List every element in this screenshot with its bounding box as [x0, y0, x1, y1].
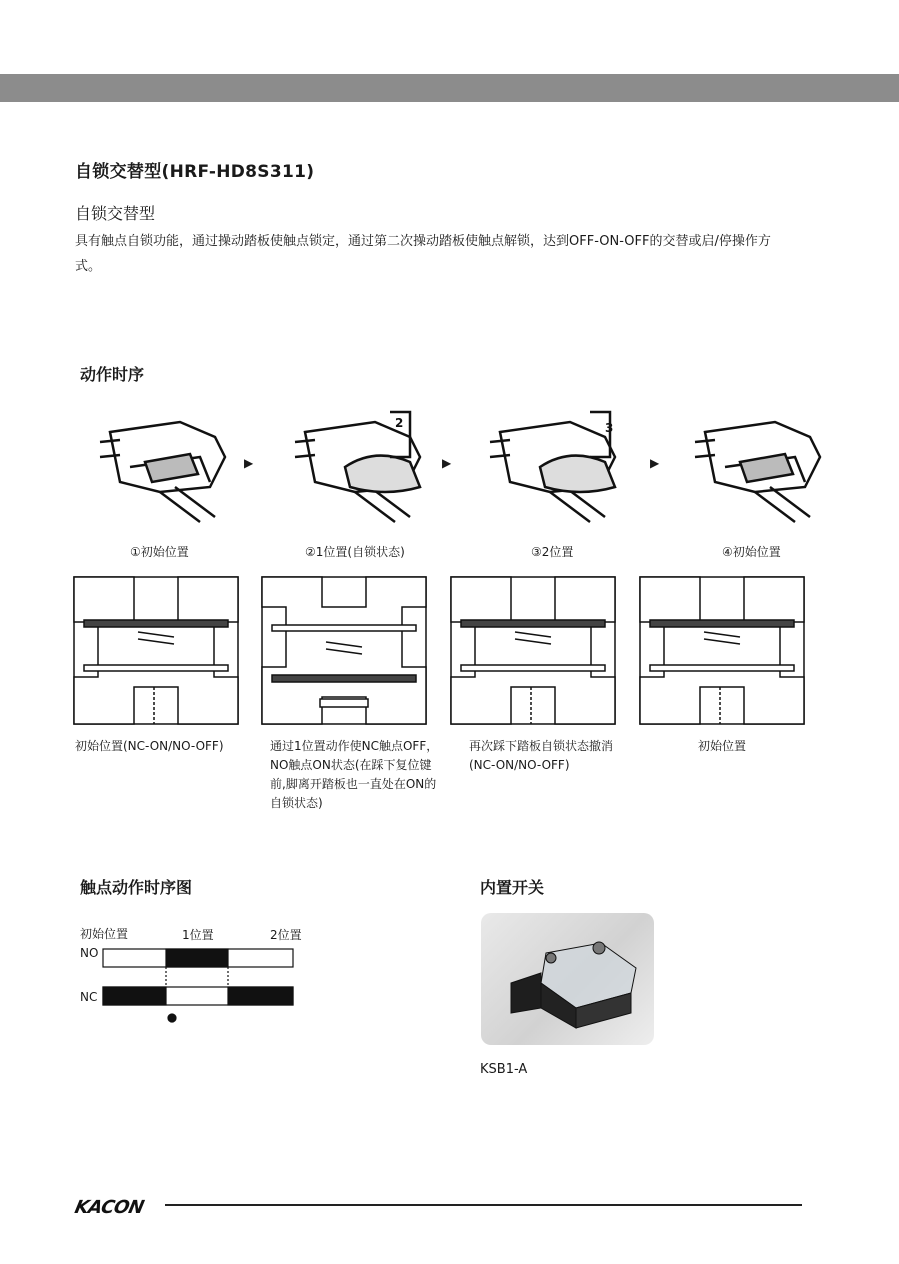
page-title: 自锁交替型(HRF-HD8S311) — [75, 162, 315, 182]
switch-model: KSB1-A — [480, 1062, 528, 1077]
timing-label-pos2: 2位置 — [270, 928, 302, 942]
arrow-icon: ▶ — [650, 456, 660, 470]
press-label-2: 2 — [395, 416, 404, 430]
page-subtitle: 自锁交替型 — [75, 204, 156, 223]
step-caption-2: ②1位置(自锁状态) — [305, 545, 405, 559]
contact-diagram-4 — [640, 577, 804, 724]
switch-photo — [481, 913, 654, 1045]
press-label-3: 3 — [605, 421, 614, 435]
arrow-icon: ▶ — [244, 456, 254, 470]
pedal-illustration-1 — [90, 412, 230, 522]
step-note-2: 通过1位置动作使NC触点OFF，NO触点ON状态(在踩下复位键前,脚离开踏板也一直处在ON的自锁状态) — [270, 739, 439, 810]
pedal-illustration-4 — [685, 412, 825, 522]
section-title-timing: 触点动作时序图 — [80, 878, 193, 897]
step-caption-4: ④初始位置 — [722, 545, 781, 559]
pedal-illustration-3 — [480, 412, 620, 522]
timing-row-nc: NC — [80, 990, 98, 1004]
section-title-sequence: 动作时序 — [80, 365, 145, 384]
step-caption-3: ③2位置 — [531, 545, 574, 559]
page-description: 具有触点自锁功能，通过操动踏板使触点锁定，通过第二次操动踏板使触点解锁，达到OFF-ON-OFF的交替或启/停操作方式。 — [75, 234, 771, 274]
brand-logo: KACON — [72, 1197, 146, 1218]
timing-diagram — [100, 940, 300, 1030]
step-note-3: 再次踩下踏板自锁状态撤消(NC-ON/NO-OFF) — [469, 739, 614, 772]
footer-divider — [165, 1204, 802, 1206]
step-note-4: 初始位置 — [698, 739, 747, 753]
top-banner — [0, 74, 899, 102]
step-caption-1: ①初始位置 — [130, 545, 189, 559]
timing-label-initial: 初始位置 — [80, 927, 129, 941]
section-title-switch: 内置开关 — [480, 878, 545, 897]
contact-diagram-1 — [74, 577, 238, 724]
arrow-icon: ▶ — [442, 456, 452, 470]
timing-row-no: NO — [80, 946, 99, 960]
step-note-1: 初始位置(NC-ON/NO-OFF) — [75, 739, 224, 753]
contact-diagram-2 — [262, 577, 426, 724]
pedal-illustration-2 — [285, 412, 425, 522]
contact-diagram-3 — [451, 577, 615, 724]
timing-label-pos1: 1位置 — [182, 928, 214, 942]
